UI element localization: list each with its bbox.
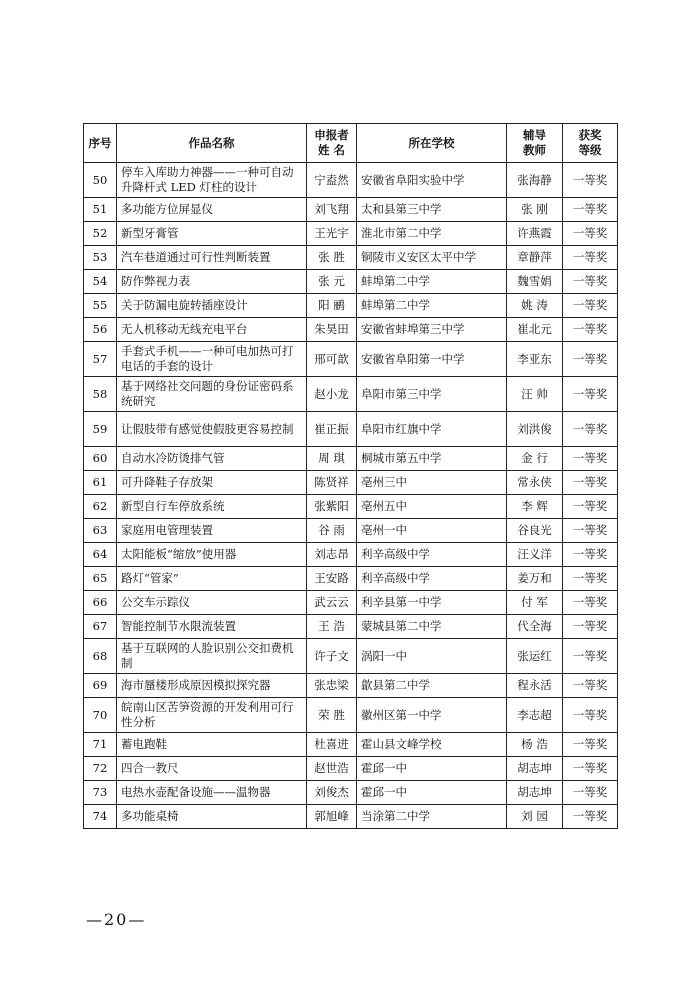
applicant-name: 张忠梁 (307, 674, 357, 698)
row-number: 52 (84, 222, 117, 246)
row-number: 54 (84, 270, 117, 294)
page-number: —20— (86, 910, 147, 929)
applicant-name: 杜喜进 (307, 733, 357, 757)
row-number: 62 (84, 495, 117, 519)
award-level: 一等奖 (563, 163, 618, 198)
work-name: 可升降鞋子存放架 (117, 471, 307, 495)
school-name: 霍山县文峰学校 (357, 733, 507, 757)
school-name: 太和县第三中学 (357, 198, 507, 222)
award-level: 一等奖 (563, 757, 618, 781)
work-name: 路灯“管家” (117, 567, 307, 591)
tutor-name: 程永活 (507, 674, 563, 698)
school-name: 利辛高级中学 (357, 567, 507, 591)
work-name: 新型牙膏管 (117, 222, 307, 246)
work-name: 防作弊视力表 (117, 270, 307, 294)
award-level: 一等奖 (563, 698, 618, 733)
school-name: 安徽省蚌埠第三中学 (357, 318, 507, 342)
tutor-name: 汪 帅 (507, 377, 563, 412)
row-number: 64 (84, 543, 117, 567)
applicant-name: 朱昊田 (307, 318, 357, 342)
table-row (84, 519, 618, 543)
award-level: 一等奖 (563, 495, 618, 519)
school-name: 亳州五中 (357, 495, 507, 519)
award-level: 一等奖 (563, 615, 618, 639)
row-number: 59 (84, 412, 117, 447)
tutor-name: 汪义洋 (507, 543, 563, 567)
work-name: 汽车巷道通过可行性判断装置 (117, 246, 307, 270)
table-row (84, 471, 618, 495)
table-row (84, 318, 618, 342)
row-number: 73 (84, 781, 117, 805)
applicant-name: 王光宇 (307, 222, 357, 246)
table-row (84, 294, 618, 318)
applicant-name: 崔正振 (307, 412, 357, 447)
applicant-name: 张 胜 (307, 246, 357, 270)
award-level: 一等奖 (563, 222, 618, 246)
work-name: 基于互联网的人脸识别公交扣费机制 (117, 639, 307, 674)
school-name: 淮北市第二中学 (357, 222, 507, 246)
table-row (84, 674, 618, 698)
school-name: 桐城市第五中学 (357, 447, 507, 471)
tutor-name: 许燕霞 (507, 222, 563, 246)
row-number: 61 (84, 471, 117, 495)
award-level: 一等奖 (563, 270, 618, 294)
award-level: 一等奖 (563, 674, 618, 698)
row-number: 65 (84, 567, 117, 591)
row-number: 74 (84, 805, 117, 829)
header-award: 获奖 等级 (563, 124, 618, 163)
table-row (84, 733, 618, 757)
header-name: 作品名称 (117, 124, 307, 163)
tutor-name: 姜万和 (507, 567, 563, 591)
school-name: 当涂第二中学 (357, 805, 507, 829)
tutor-name: 崔北元 (507, 318, 563, 342)
applicant-name: 宁盍然 (307, 163, 357, 198)
school-name: 铜陵市义安区太平中学 (357, 246, 507, 270)
work-name: 无人机移动无线充电平台 (117, 318, 307, 342)
work-name: 多功能方位屏显仪 (117, 198, 307, 222)
school-name: 霍邱一中 (357, 757, 507, 781)
tutor-name: 李亚东 (507, 342, 563, 377)
header-applicant: 申报者 姓 名 (307, 124, 357, 163)
tutor-name: 刘 园 (507, 805, 563, 829)
applicant-name: 许子文 (307, 639, 357, 674)
row-number: 51 (84, 198, 117, 222)
work-name: 电热水壶配备设施——温物器 (117, 781, 307, 805)
award-table (83, 123, 618, 829)
school-name: 蒙城县第二中学 (357, 615, 507, 639)
school-name: 利辛高级中学 (357, 543, 507, 567)
tutor-name: 刘洪俊 (507, 412, 563, 447)
row-number: 53 (84, 246, 117, 270)
work-name: 让假肢带有感觉使假肢更容易控制 (117, 412, 307, 447)
award-level: 一等奖 (563, 591, 618, 615)
row-number: 68 (84, 639, 117, 674)
school-name: 涡阳一中 (357, 639, 507, 674)
row-number: 66 (84, 591, 117, 615)
award-level: 一等奖 (563, 639, 618, 674)
work-name: 智能控制节水限流装置 (117, 615, 307, 639)
applicant-name: 周 琪 (307, 447, 357, 471)
applicant-name: 王安路 (307, 567, 357, 591)
award-level: 一等奖 (563, 805, 618, 829)
applicant-name: 刘俊杰 (307, 781, 357, 805)
applicant-name: 赵世浩 (307, 757, 357, 781)
tutor-name: 姚 涛 (507, 294, 563, 318)
applicant-name: 谷 雨 (307, 519, 357, 543)
work-name: 太阳能板“缩放”使用器 (117, 543, 307, 567)
tutor-name: 金 行 (507, 447, 563, 471)
applicant-name: 王 浩 (307, 615, 357, 639)
table-row (84, 342, 618, 377)
table-row (84, 163, 618, 198)
applicant-name: 阳 鹂 (307, 294, 357, 318)
row-number: 58 (84, 377, 117, 412)
row-number: 70 (84, 698, 117, 733)
table-row (84, 781, 618, 805)
award-level: 一等奖 (563, 246, 618, 270)
work-name: 多功能桌椅 (117, 805, 307, 829)
award-level: 一等奖 (563, 198, 618, 222)
award-level: 一等奖 (563, 567, 618, 591)
tutor-name: 章静萍 (507, 246, 563, 270)
tutor-name: 胡志坤 (507, 781, 563, 805)
table-row (84, 198, 618, 222)
row-number: 69 (84, 674, 117, 698)
school-name: 徽州区第一中学 (357, 698, 507, 733)
header-tutor: 辅导 教师 (507, 124, 563, 163)
school-name: 亳州三中 (357, 471, 507, 495)
header-row (84, 124, 618, 163)
table-row (84, 377, 618, 412)
award-level: 一等奖 (563, 377, 618, 412)
table-row (84, 567, 618, 591)
school-name: 安徽省阜阳第一中学 (357, 342, 507, 377)
work-name: 家庭用电管理装置 (117, 519, 307, 543)
award-level: 一等奖 (563, 781, 618, 805)
applicant-name: 武云云 (307, 591, 357, 615)
award-level: 一等奖 (563, 733, 618, 757)
header-no: 序号 (84, 124, 117, 163)
applicant-name: 邢可歆 (307, 342, 357, 377)
tutor-name: 胡志坤 (507, 757, 563, 781)
school-name: 蚌埠第二中学 (357, 270, 507, 294)
school-name: 阜阳市红旗中学 (357, 412, 507, 447)
tutor-name: 杨 浩 (507, 733, 563, 757)
applicant-name: 郭旭峰 (307, 805, 357, 829)
school-name: 亳州一中 (357, 519, 507, 543)
work-name: 海市蜃楼形成原因模拟探究器 (117, 674, 307, 698)
row-number: 72 (84, 757, 117, 781)
table-row (84, 447, 618, 471)
tutor-name: 魏雪娟 (507, 270, 563, 294)
table-row (84, 495, 618, 519)
tutor-name: 李志超 (507, 698, 563, 733)
applicant-name: 陈贤祥 (307, 471, 357, 495)
applicant-name: 刘志昂 (307, 543, 357, 567)
work-name: 新型自行车停放系统 (117, 495, 307, 519)
table-row (84, 615, 618, 639)
award-level: 一等奖 (563, 412, 618, 447)
applicant-name: 荣 胜 (307, 698, 357, 733)
work-name: 蓄电跑鞋 (117, 733, 307, 757)
row-number: 55 (84, 294, 117, 318)
work-name: 自动水冷防烫排气管 (117, 447, 307, 471)
row-number: 63 (84, 519, 117, 543)
applicant-name: 张紫阳 (307, 495, 357, 519)
row-number: 60 (84, 447, 117, 471)
award-level: 一等奖 (563, 519, 618, 543)
award-level: 一等奖 (563, 342, 618, 377)
table-row (84, 639, 618, 674)
tutor-name: 谷良光 (507, 519, 563, 543)
table-row (84, 698, 618, 733)
header-school: 所在学校 (357, 124, 507, 163)
row-number: 56 (84, 318, 117, 342)
tutor-name: 张运红 (507, 639, 563, 674)
award-level: 一等奖 (563, 294, 618, 318)
table-row (84, 757, 618, 781)
applicant-name: 张 元 (307, 270, 357, 294)
award-level: 一等奖 (563, 318, 618, 342)
school-name: 歙县第二中学 (357, 674, 507, 698)
school-name: 利辛县第一中学 (357, 591, 507, 615)
table-row (84, 412, 618, 447)
row-number: 67 (84, 615, 117, 639)
award-level: 一等奖 (563, 471, 618, 495)
table-row (84, 246, 618, 270)
school-name: 阜阳市第三中学 (357, 377, 507, 412)
table-row (84, 543, 618, 567)
tutor-name: 付 军 (507, 591, 563, 615)
tutor-name: 李 辉 (507, 495, 563, 519)
table-row (84, 222, 618, 246)
work-name: 关于防漏电旋转插座设计 (117, 294, 307, 318)
tutor-name: 常永侠 (507, 471, 563, 495)
tutor-name: 代全海 (507, 615, 563, 639)
applicant-name: 刘飞翔 (307, 198, 357, 222)
table-row (84, 591, 618, 615)
work-name: 皖南山区苦笋资源的开发利用可行性分析 (117, 698, 307, 733)
row-number: 50 (84, 163, 117, 198)
work-name: 停车入库助力神器——一种可自动升降杆式 LED 灯柱的设计 (117, 163, 307, 198)
school-name: 安徽省阜阳实验中学 (357, 163, 507, 198)
work-name: 公交车示踪仪 (117, 591, 307, 615)
work-name: 手套式手机——一种可电加热可打电话的手套的设计 (117, 342, 307, 377)
school-name: 霍邱一中 (357, 781, 507, 805)
award-level: 一等奖 (563, 447, 618, 471)
row-number: 57 (84, 342, 117, 377)
work-name: 基于网络社交问题的身份证密码系统研究 (117, 377, 307, 412)
award-level: 一等奖 (563, 543, 618, 567)
row-number: 71 (84, 733, 117, 757)
table-row (84, 805, 618, 829)
work-name: 四合一教尺 (117, 757, 307, 781)
tutor-name: 张 刚 (507, 198, 563, 222)
table-row (84, 270, 618, 294)
applicant-name: 赵小龙 (307, 377, 357, 412)
school-name: 蚌埠第二中学 (357, 294, 507, 318)
tutor-name: 张海静 (507, 163, 563, 198)
